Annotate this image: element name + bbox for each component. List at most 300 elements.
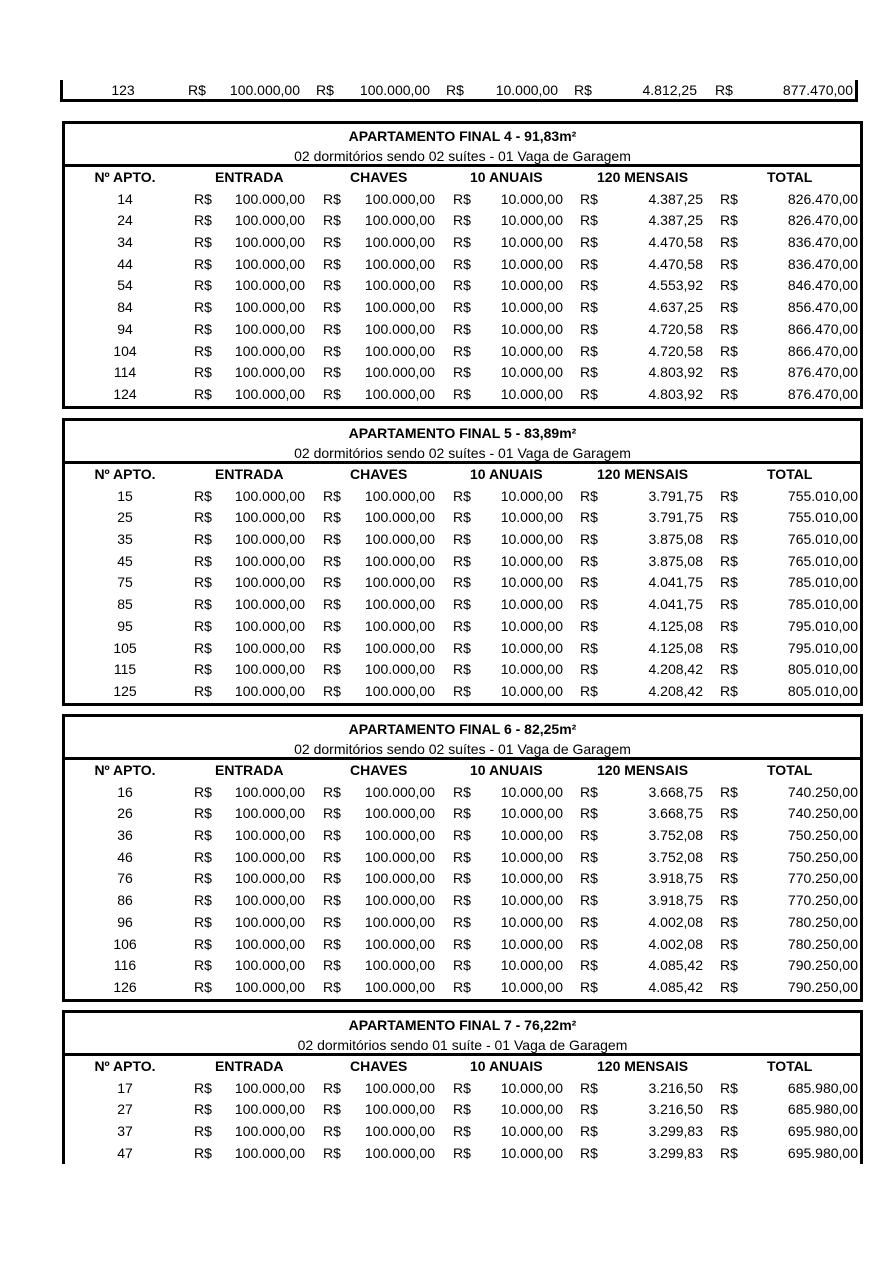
total-value: 877.470,00 [782,82,853,98]
apto-number: 114 [113,364,137,381]
apto-number: 84 [117,299,133,316]
chaves-value: 100.000,00 [364,531,435,548]
mensais-value: 4.637,25 [648,299,703,316]
apto-number: 47 [117,1144,133,1161]
chaves-value: 100.000,00 [364,364,435,381]
currency-symbol: R$ [323,661,341,678]
chaves-value: 100.000,00 [364,805,435,822]
anuais-value: 10.000,00 [500,299,563,316]
table-row [65,659,860,681]
table-row [65,977,860,999]
currency-symbol: R$ [720,870,738,887]
table-row [65,934,860,956]
currency-symbol: R$ [323,682,341,699]
total-value: 780.250,00 [787,935,858,952]
total-value: 846.470,00 [787,277,858,294]
currency-symbol: R$ [453,364,471,381]
column-header-row [65,167,860,189]
anuais-value: 10.000,00 [500,509,563,526]
column-header-total: TOTAL [767,466,813,482]
entrada-value: 100.000,00 [234,1144,305,1161]
apto-number: 45 [117,552,133,569]
entrada-value: 100.000,00 [234,212,305,229]
chaves-value: 100.000,00 [364,574,435,591]
mensais-value: 4.803,92 [648,364,703,381]
anuais-value: 10.000,00 [500,342,563,359]
currency-symbol: R$ [194,1144,212,1161]
table-subtitle: 02 dormitórios sendo 02 suítes - 01 Vaga de Garagem [294,741,631,757]
chaves-value: 100.000,00 [364,848,435,865]
apto-number: 36 [117,827,133,844]
currency-symbol: R$ [720,190,738,207]
anuais-value: 10.000,00 [500,1079,563,1096]
column-header-row [65,1056,860,1078]
table-title: APARTAMENTO FINAL 4 - 91,83m² [348,128,577,144]
column-header-total: TOTAL [767,762,813,778]
total-value: 866.470,00 [787,320,858,337]
currency-symbol: R$ [580,1079,598,1096]
currency-symbol: R$ [580,1144,598,1161]
currency-symbol: R$ [453,342,471,359]
table-row [65,638,860,660]
table-row [65,616,860,638]
currency-symbol: R$ [194,913,212,930]
currency-symbol: R$ [453,1123,471,1140]
apto-number: 85 [117,596,133,613]
entrada-value: 100.000,00 [234,596,305,613]
anuais-value: 10.000,00 [500,617,563,634]
table-row [65,210,860,232]
currency-symbol: R$ [720,978,738,995]
mensais-value: 3.299,83 [648,1123,703,1140]
table-header [65,1013,860,1056]
currency-symbol: R$ [323,783,341,800]
currency-symbol: R$ [323,639,341,656]
chaves-value: 100.000,00 [364,1144,435,1161]
currency-symbol: R$ [720,596,738,613]
anuais-value: 10.000,00 [500,531,563,548]
currency-symbol: R$ [453,978,471,995]
entrada-value: 100.000,00 [234,848,305,865]
mensais-value: 4.470,58 [648,255,703,272]
anuais-value: 10.000,00 [500,277,563,294]
currency-symbol: R$ [580,827,598,844]
column-header-chaves: CHAVES [350,169,408,185]
chaves-value: 100.000,00 [364,661,435,678]
anuais-value: 10.000,00 [500,487,563,504]
table-row [65,847,860,869]
currency-symbol: R$ [453,1101,471,1118]
column-header-apto: Nº APTO. [94,169,156,185]
currency-symbol: R$ [453,783,471,800]
table-title: APARTAMENTO FINAL 5 - 83,89m² [348,425,577,441]
currency-symbol: R$ [323,255,341,272]
currency-symbol: R$ [453,617,471,634]
table-row [65,1099,860,1121]
mensais-value: 4.208,42 [648,661,703,678]
table-row [65,1078,860,1100]
currency-symbol: R$ [453,320,471,337]
column-header-mensais: 120 MENSAIS [597,169,689,185]
mensais-value: 4.002,08 [648,935,703,952]
chaves-value: 100.000,00 [364,342,435,359]
mensais-value: 4.125,08 [648,639,703,656]
entrada-value: 100.000,00 [234,957,305,974]
table-row [65,232,860,254]
currency-symbol: R$ [453,935,471,952]
column-header-entrada: ENTRADA [215,762,284,778]
currency-symbol: R$ [580,913,598,930]
currency-symbol: R$ [580,574,598,591]
apto-number: 46 [117,848,133,865]
mensais-value: 4.085,42 [648,957,703,974]
currency-symbol: R$ [715,82,733,98]
currency-symbol: R$ [453,255,471,272]
entrada-value: 100.000,00 [234,682,305,699]
column-header-chaves: CHAVES [350,1058,408,1074]
currency-symbol: R$ [580,870,598,887]
currency-symbol: R$ [194,531,212,548]
currency-symbol: R$ [453,487,471,504]
chaves-value: 100.000,00 [364,913,435,930]
anuais-value: 10.000,00 [500,870,563,887]
entrada-value: 100.000,00 [234,1123,305,1140]
chaves-value: 100.000,00 [364,957,435,974]
chaves-value: 100.000,00 [364,299,435,316]
mensais-value: 4.208,42 [648,682,703,699]
currency-symbol: R$ [446,82,464,98]
entrada-value: 100.000,00 [234,639,305,656]
currency-symbol: R$ [453,913,471,930]
chaves-value: 100.000,00 [364,596,435,613]
currency-symbol: R$ [720,639,738,656]
currency-symbol: R$ [453,509,471,526]
currency-symbol: R$ [194,870,212,887]
apto-number: 94 [117,320,133,337]
currency-symbol: R$ [323,1144,341,1161]
anuais-value: 10.000,00 [500,805,563,822]
apto-number: 14 [117,190,133,207]
currency-symbol: R$ [720,299,738,316]
apto-number: 54 [117,277,133,294]
currency-symbol: R$ [580,1123,598,1140]
entrada-value: 100.000,00 [234,531,305,548]
currency-symbol: R$ [194,805,212,822]
currency-symbol: R$ [453,957,471,974]
currency-symbol: R$ [323,487,341,504]
total-value: 740.250,00 [787,783,858,800]
mensais-value: 3.668,75 [648,805,703,822]
entrada-value: 100.000,00 [234,552,305,569]
currency-symbol: R$ [323,1123,341,1140]
table-row [65,341,860,363]
anuais-value: 10.000,00 [500,596,563,613]
column-header-row [65,760,860,782]
apto-number: 27 [117,1101,133,1118]
currency-symbol: R$ [194,1101,212,1118]
anuais-value: 10.000,00 [500,848,563,865]
entrada-value: 100.000,00 [234,978,305,995]
entrada-value: 100.000,00 [234,277,305,294]
currency-symbol: R$ [580,255,598,272]
total-value: 765.010,00 [787,552,858,569]
currency-symbol: R$ [323,190,341,207]
entrada-value: 100.000,00 [234,617,305,634]
chaves-value: 100.000,00 [364,978,435,995]
currency-symbol: R$ [453,190,471,207]
currency-symbol: R$ [194,487,212,504]
currency-symbol: R$ [323,617,341,634]
mensais-value: 3.791,75 [648,509,703,526]
chaves-value: 100.000,00 [364,487,435,504]
column-header-mensais: 120 MENSAIS [597,1058,689,1074]
apto-number: 76 [117,870,133,887]
currency-symbol: R$ [453,277,471,294]
apto-number: 34 [117,234,133,251]
mensais-value: 3.216,50 [648,1079,703,1096]
currency-symbol: R$ [323,509,341,526]
currency-symbol: R$ [323,320,341,337]
currency-symbol: R$ [453,805,471,822]
currency-symbol: R$ [580,805,598,822]
entrada-value: 100.000,00 [234,487,305,504]
mensais-value: 3.668,75 [648,783,703,800]
column-header-chaves: CHAVES [350,466,408,482]
column-header-anuais: 10 ANUAIS [470,762,543,778]
currency-symbol: R$ [580,487,598,504]
entrada-value: 100.000,00 [234,320,305,337]
anuais-value: 10.000,00 [500,574,563,591]
total-value: 826.470,00 [787,212,858,229]
table-row [65,1121,860,1143]
chaves-value: 100.000,00 [364,1123,435,1140]
currency-symbol: R$ [316,82,334,98]
currency-symbol: R$ [194,574,212,591]
chaves-value: 100.000,00 [359,82,430,98]
entrada-value: 100.000,00 [234,342,305,359]
chaves-value: 100.000,00 [364,320,435,337]
column-header-entrada: ENTRADA [215,169,284,185]
currency-symbol: R$ [580,617,598,634]
total-value: 836.470,00 [787,234,858,251]
mensais-value: 4.720,58 [648,320,703,337]
chaves-value: 100.000,00 [364,639,435,656]
currency-symbol: R$ [720,805,738,822]
column-header-mensais: 120 MENSAIS [597,762,689,778]
anuais-value: 10.000,00 [500,783,563,800]
currency-symbol: R$ [323,935,341,952]
currency-symbol: R$ [453,531,471,548]
mensais-value: 3.216,50 [648,1101,703,1118]
apartment-table [62,714,863,1002]
entrada-value: 100.000,00 [234,1079,305,1096]
mensais-value: 4.041,75 [648,574,703,591]
table-row [65,507,860,529]
currency-symbol: R$ [720,1101,738,1118]
currency-symbol: R$ [194,1123,212,1140]
anuais-value: 10.000,00 [500,234,563,251]
table-row [65,890,860,912]
chaves-value: 100.000,00 [364,617,435,634]
currency-symbol: R$ [323,1101,341,1118]
anuais-value: 10.000,00 [500,552,563,569]
mensais-value: 4.002,08 [648,913,703,930]
chaves-value: 100.000,00 [364,827,435,844]
table-title: APARTAMENTO FINAL 6 - 82,25m² [348,721,577,737]
currency-symbol: R$ [194,848,212,865]
total-value: 770.250,00 [787,870,858,887]
apto-number: 105 [113,639,137,656]
mensais-value: 4.470,58 [648,234,703,251]
table-header [65,717,860,760]
total-value: 770.250,00 [787,892,858,909]
table-row [65,782,860,804]
currency-symbol: R$ [323,827,341,844]
total-value: 856.470,00 [787,299,858,316]
anuais-value: 10.000,00 [500,957,563,974]
table-row [65,825,860,847]
total-value: 785.010,00 [787,596,858,613]
anuais-value: 10.000,00 [500,1144,563,1161]
entrada-value: 100.000,00 [234,385,305,402]
currency-symbol: R$ [453,212,471,229]
total-value: 780.250,00 [787,913,858,930]
currency-symbol: R$ [323,1079,341,1096]
currency-symbol: R$ [194,827,212,844]
column-header-total: TOTAL [767,169,813,185]
column-header-row [65,464,860,486]
entrada-value: 100.000,00 [234,234,305,251]
column-header-apto: Nº APTO. [94,762,156,778]
currency-symbol: R$ [720,913,738,930]
currency-symbol: R$ [720,783,738,800]
currency-symbol: R$ [580,661,598,678]
currency-symbol: R$ [720,320,738,337]
anuais-value: 10.000,00 [500,190,563,207]
table-header [65,421,860,464]
total-value: 685.980,00 [787,1079,858,1096]
currency-symbol: R$ [323,277,341,294]
currency-symbol: R$ [323,913,341,930]
apto-number: 26 [117,805,133,822]
currency-symbol: R$ [720,827,738,844]
currency-symbol: R$ [580,364,598,381]
apto-number: 95 [117,617,133,634]
currency-symbol: R$ [580,509,598,526]
currency-symbol: R$ [323,531,341,548]
table-row [65,868,860,890]
currency-symbol: R$ [194,234,212,251]
entrada-value: 100.000,00 [234,509,305,526]
column-header-apto: Nº APTO. [94,1058,156,1074]
total-value: 795.010,00 [787,617,858,634]
table-row [65,319,860,341]
currency-symbol: R$ [194,682,212,699]
currency-symbol: R$ [720,342,738,359]
apto-number: 75 [117,574,133,591]
table-row [65,594,860,616]
chaves-value: 100.000,00 [364,870,435,887]
column-header-anuais: 10 ANUAIS [470,169,543,185]
currency-symbol: R$ [580,277,598,294]
currency-symbol: R$ [580,935,598,952]
currency-symbol: R$ [580,385,598,402]
anuais-value: 10.000,00 [500,978,563,995]
entrada-value: 100.000,00 [229,82,300,98]
column-header-apto: Nº APTO. [94,466,156,482]
entrada-value: 100.000,00 [234,913,305,930]
entrada-value: 100.000,00 [234,661,305,678]
mensais-value: 4.553,92 [648,277,703,294]
anuais-value: 10.000,00 [500,320,563,337]
currency-symbol: R$ [720,661,738,678]
currency-symbol: R$ [453,1144,471,1161]
currency-symbol: R$ [453,552,471,569]
currency-symbol: R$ [194,320,212,337]
chaves-value: 100.000,00 [364,682,435,699]
mensais-value: 4.803,92 [648,385,703,402]
total-value: 866.470,00 [787,342,858,359]
mensais-value: 3.918,75 [648,892,703,909]
apto-number: 124 [113,385,137,402]
table-row [65,681,860,703]
mensais-value: 4.812,25 [642,82,697,98]
apto-number: 24 [117,212,133,229]
entrada-value: 100.000,00 [234,827,305,844]
currency-symbol: R$ [194,190,212,207]
currency-symbol: R$ [720,1079,738,1096]
total-value: 695.980,00 [787,1144,858,1161]
currency-symbol: R$ [720,277,738,294]
currency-symbol: R$ [453,234,471,251]
currency-symbol: R$ [453,1079,471,1096]
total-value: 740.250,00 [787,805,858,822]
table-row [65,275,860,297]
total-value: 876.470,00 [787,385,858,402]
apto-number: 126 [113,978,137,995]
apto-number: 86 [117,892,133,909]
currency-symbol: R$ [323,978,341,995]
mensais-value: 3.752,08 [648,848,703,865]
currency-symbol: R$ [453,661,471,678]
currency-symbol: R$ [453,574,471,591]
table-row [65,189,860,211]
chaves-value: 100.000,00 [364,892,435,909]
mensais-value: 3.791,75 [648,487,703,504]
currency-symbol: R$ [194,212,212,229]
chaves-value: 100.000,00 [364,385,435,402]
apto-number: 96 [117,913,133,930]
anuais-value: 10.000,00 [500,639,563,656]
apto-number: 25 [117,509,133,526]
mensais-value: 3.299,83 [648,1144,703,1161]
total-value: 685.980,00 [787,1101,858,1118]
total-value: 750.250,00 [787,848,858,865]
anuais-value: 10.000,00 [500,913,563,930]
currency-symbol: R$ [580,234,598,251]
table-row [65,254,860,276]
total-value: 876.470,00 [787,364,858,381]
entrada-value: 100.000,00 [234,364,305,381]
mensais-value: 4.720,58 [648,342,703,359]
currency-symbol: R$ [580,596,598,613]
currency-symbol: R$ [720,255,738,272]
chaves-value: 100.000,00 [364,783,435,800]
currency-symbol: R$ [580,531,598,548]
currency-symbol: R$ [323,212,341,229]
currency-symbol: R$ [720,531,738,548]
chaves-value: 100.000,00 [364,1101,435,1118]
